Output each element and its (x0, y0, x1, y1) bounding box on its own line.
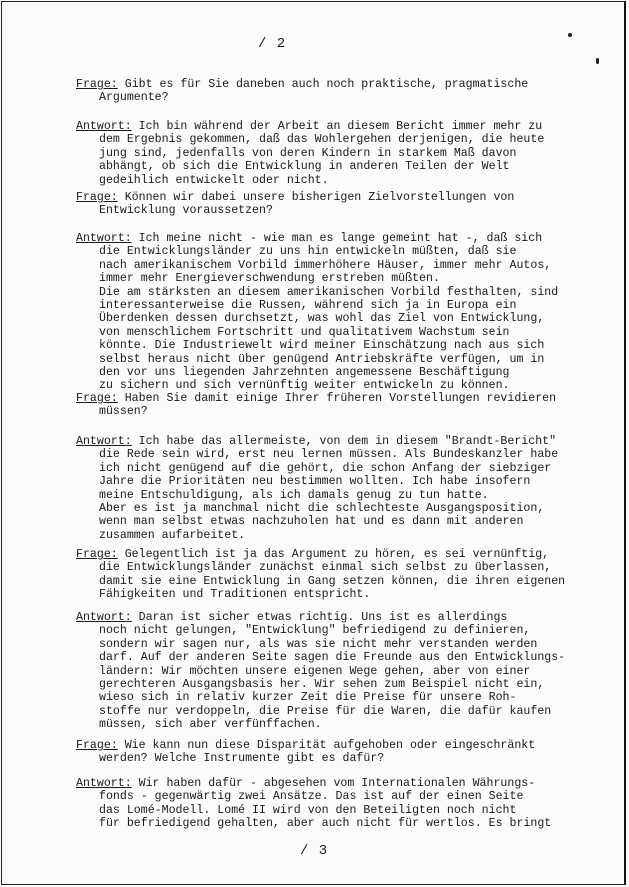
line-text: jung sind, jedenfalls von deren Kindern in starkem Maß davon (99, 146, 517, 160)
text-line (76, 588, 611, 601)
line-text: werden? Welche Instrumente gibt es dafür? (99, 752, 385, 766)
text-line (76, 739, 611, 752)
text-line (76, 462, 611, 475)
line-text: ich nicht genügend auf die gehört, die schon Anfang der siebziger (99, 461, 552, 475)
text-line (76, 204, 611, 217)
text-line (76, 777, 611, 790)
answer-block (76, 232, 611, 393)
line-text: Können wir dabei unsere bisherigen Zielvorstellungen von (124, 191, 515, 204)
line-text: die Rede sein wird, erst neu lernen müssen. Als Bundeskanzler habe (99, 448, 559, 462)
line-text: meine Entschuldigung, als ich damals genug zu tun hatte. (99, 488, 489, 502)
text-line (76, 817, 611, 830)
text-line (76, 259, 611, 272)
answer-block (76, 611, 611, 732)
line-text: zu sichern und sich vernünftig weiter entwickeln zu können. (99, 379, 510, 393)
line-text: zusammen aufarbeitet. (99, 528, 246, 542)
line-text: Gelegentlich ist ja das Argument zu hören, es sei vernünftig, (124, 548, 550, 561)
line-text: immer mehr Energieverschwendung erstreben müßten. (99, 272, 440, 286)
text-line (76, 299, 611, 312)
line-text: Die am stärksten an diesem amerikanischen Vorbild festhalten, sind (99, 285, 559, 299)
question-block (76, 191, 611, 218)
answer-block (76, 435, 611, 542)
text-line (76, 245, 611, 258)
text-line (76, 133, 611, 146)
text-line (76, 752, 611, 765)
text-line (76, 379, 611, 392)
question-label: Frage: (76, 392, 118, 405)
line-text: gedeihlich entwickelt oder nicht. (99, 173, 329, 187)
question-label: Frage: (76, 78, 118, 91)
line-text: müssen, sich aber verfünffachen. (99, 718, 322, 732)
text-line (76, 575, 611, 588)
scan-speck (568, 33, 572, 37)
line-text: die Entwicklungsländer zunächst einmal sich selbst zu überlassen, (99, 561, 552, 575)
line-text: abhängt, ob sich die Entwicklung in anderen Teilen der Welt (99, 160, 510, 174)
text-line (76, 366, 611, 379)
question-block (76, 739, 611, 766)
question-block (76, 548, 611, 602)
question-block (76, 78, 611, 105)
line-text: die Entwicklungsländer zu uns hin entwickeln müßten, daß sie (99, 245, 517, 259)
line-text: interessanterweise die Russen, während sich ja in Europa ein (99, 299, 517, 313)
text-line (76, 804, 611, 817)
text-line (76, 502, 611, 515)
line-text: ländern: Wir möchten unsere eigenen Wege gehen, aber von einer (99, 664, 531, 678)
text-line (76, 191, 611, 204)
text-line (76, 435, 611, 448)
line-text: das Lomé-Modell. Lomé II wird von den Beteiligten noch nicht (99, 803, 517, 817)
question-label: Frage: (76, 548, 118, 561)
text-line (76, 272, 611, 285)
scan-speck (596, 58, 599, 64)
line-text: Fähigkeiten und Traditionen entspricht. (99, 588, 371, 602)
text-line (76, 326, 611, 339)
line-text: Ich meine nicht - wie man es lange gemeint hat -, daß sich (138, 232, 543, 245)
line-text: müssen? (99, 405, 148, 419)
line-text: Wie kann nun diese Disparität aufgehoben oder eingeschränkt (124, 739, 536, 752)
question-label: Frage: (76, 739, 118, 752)
line-text: noch nicht gelungen, "Entwicklung" befriedigend zu definieren, (99, 624, 531, 638)
text-line (76, 232, 611, 245)
text-line (76, 286, 611, 299)
text-line (76, 624, 611, 637)
answer-label: Antwort: (76, 232, 132, 245)
text-line (76, 515, 611, 528)
text-line (76, 651, 611, 664)
line-text: gerechteren Ausgangsbasis her. Wir sehen zum Beispiel nicht ein, (99, 678, 545, 692)
text-line (76, 448, 611, 461)
text-line (76, 665, 611, 678)
text-line (76, 353, 611, 366)
line-text: den vor uns liegenden Jahrzehnten angemessene Beschäftigung (99, 366, 510, 380)
text-line (76, 160, 611, 173)
text-line (76, 339, 611, 352)
text-line (76, 78, 611, 91)
text-line (76, 147, 611, 160)
line-text: Wir haben dafür - abgesehen vom Internationalen Währungs- (138, 777, 536, 790)
line-text: Daran ist sicher etwas richtig. Uns ist es allerdings (138, 611, 508, 624)
text-line (76, 548, 611, 561)
line-text: könnte. Die Industriewelt wird meiner Einschätzung nach aus sich (99, 339, 545, 353)
text-line (76, 705, 611, 718)
line-text: wenn man selbst etwas nachzuholen hat und es dann mit anderen (99, 515, 524, 529)
text-line (76, 718, 611, 731)
line-text: Ich bin während der Arbeit an diesem Bericht immer mehr zu (138, 120, 543, 133)
line-text: damit sie eine Entwicklung in Gang setzen können, die ihren eigenen (99, 574, 566, 588)
line-text: von menschlichem Fortschritt und qualitativem Wachstum sein (99, 325, 510, 339)
line-text: darf. Auf der anderen Seite sagen die Freunde aus den Entwicklungs- (99, 651, 566, 665)
line-text: Überdenken dessen durchsetzt, was wohl das Ziel von Entwicklung, (99, 312, 545, 326)
text-line (76, 561, 611, 574)
text-line (76, 611, 611, 624)
text-line (76, 120, 611, 133)
text-line (76, 475, 611, 488)
line-text: Jahre die Prioritäten neu bestimmen wollten. Ich habe insofern (99, 475, 531, 489)
line-text: Ich habe das allermeiste, von dem in diesem "Brandt-Bericht" (138, 435, 557, 448)
line-text: selbst heraus nicht über genügend Antriebskräfte verfügen, um in (99, 352, 545, 366)
line-text: Haben Sie damit einige Ihrer früheren Vorstellungen revidieren (124, 392, 557, 405)
question-block (76, 392, 611, 419)
answer-label: Antwort: (76, 777, 132, 790)
answer-label: Antwort: (76, 435, 132, 448)
text-line (76, 790, 611, 803)
line-text: fonds - gegenwärtig zwei Ansätze. Das ist auf der einen Seite (99, 790, 524, 804)
line-text: stoffe nur verdoppeln, die Preise für die Waren, die dafür kaufen (99, 704, 552, 718)
line-text: für befriedigend gehalten, aber auch nicht für wertlos. Es bringt (99, 817, 552, 831)
text-line (76, 489, 611, 502)
line-text: Argumente? (99, 91, 169, 105)
question-label: Frage: (76, 191, 118, 204)
line-text: Gibt es für Sie daneben auch noch praktische, pragmatische (124, 78, 529, 91)
text-line (76, 392, 611, 405)
line-text: wieso sich in relativ kurzer Zeit die Preise für unsere Roh- (99, 691, 517, 705)
text-line (76, 638, 611, 651)
line-text: dem Ergebnis gekommen, daß das Wohlergehen derjenigen, die heute (99, 133, 545, 147)
answer-block (76, 120, 611, 187)
line-text: Aber es ist ja manchmal nicht die schlechteste Ausgangsposition, (99, 502, 545, 516)
answer-block (76, 777, 611, 831)
text-line (76, 678, 611, 691)
text-line (76, 312, 611, 325)
text-line (76, 405, 611, 418)
line-text: nach amerikanischem Vorbild immerhöhere Häuser, immer mehr Autos, (99, 258, 552, 272)
line-text: Entwicklung voraussetzen? (99, 204, 273, 218)
answer-label: Antwort: (76, 611, 132, 624)
text-line (76, 691, 611, 704)
line-text: sondern wir sagen nur, als was sie nicht mehr verstanden werden (99, 637, 538, 651)
page-number: / 2 (258, 36, 287, 52)
text-line (76, 91, 611, 104)
answer-label: Antwort: (76, 120, 132, 133)
next-page-marker: / 3 (300, 843, 329, 859)
text-line (76, 174, 611, 187)
text-line (76, 529, 611, 542)
